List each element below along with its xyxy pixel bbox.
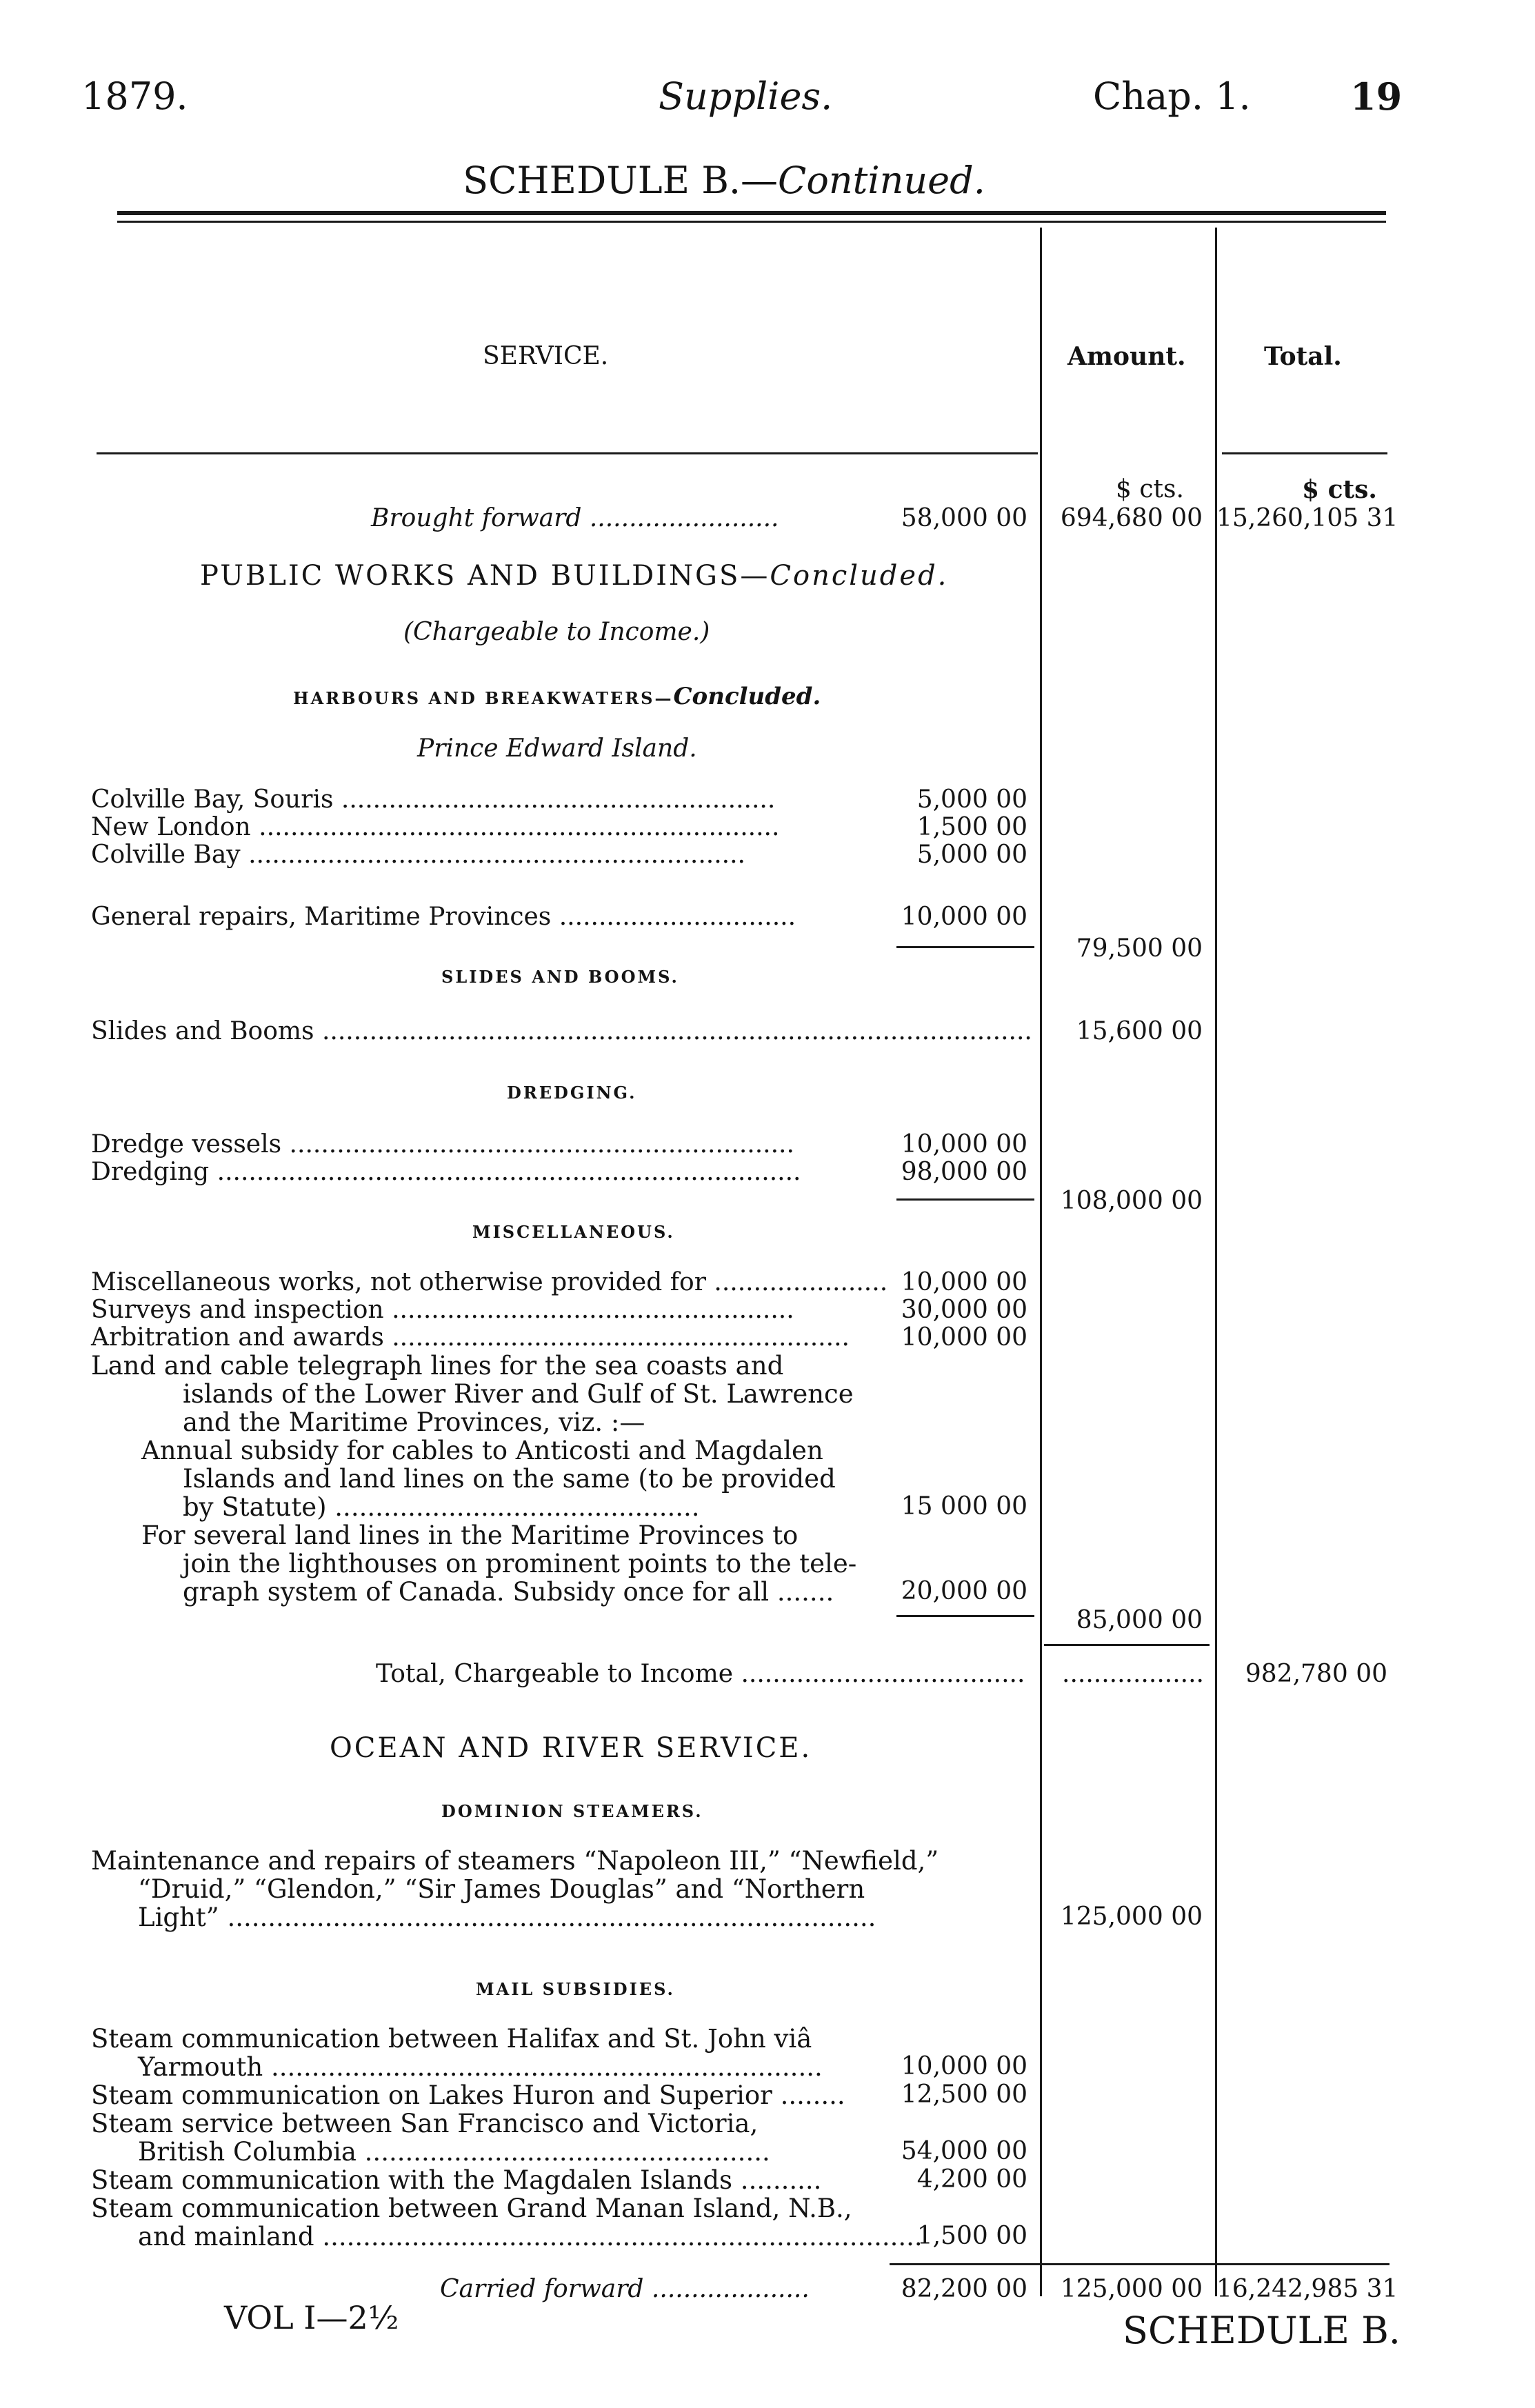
header-rule	[97, 452, 1038, 454]
carried-forward-sub: 82,200 00	[901, 2275, 1027, 2303]
income-total-label: Total, Chargeable to Income ....................................	[376, 1660, 1025, 1688]
misc-heading: MISCELLANEOUS.	[472, 1222, 675, 1242]
amount-column-rule	[1040, 228, 1042, 2296]
general-repairs-value: 10,000 00	[901, 903, 1027, 931]
misc-sum-rule	[896, 1615, 1034, 1617]
brought-forward-amount: 694,680 00	[1060, 504, 1203, 532]
carried-forward-label: Carried forward ....................	[440, 2275, 810, 2303]
mail-value-4: 1,500 00	[916, 2222, 1027, 2250]
income-amount-dots: ..................	[1062, 1660, 1204, 1688]
mail-value-2: 54,000 00	[901, 2137, 1027, 2165]
carried-forward-total: 16,242,985 31	[1216, 2275, 1398, 2303]
pei-item-0: Colville Bay, Souris .......................................................	[91, 785, 776, 814]
general-repairs-label: General repairs, Maritime Provinces ..............................	[91, 903, 796, 931]
for-line-0: For several land lines in the Maritime Provinces to	[141, 1521, 799, 1550]
income-rule	[1044, 1644, 1210, 1646]
mail-3-line-0: Steam communication with the Magdalen Islands ..........	[91, 2165, 822, 2195]
mail-2-line-0: Steam service between San Francisco and Victoria,	[91, 2109, 759, 2138]
mail-heading: MAIL SUBSIDIES.	[476, 1979, 675, 1999]
steamers-line-1: “Druid,” “Glendon,” “Sir James Douglas” and “Northern	[138, 1874, 865, 1904]
chapter: Chap. 1.	[1093, 74, 1251, 118]
service-column-header: SERVICE.	[483, 342, 609, 370]
brought-forward-sub: 58,000 00	[901, 504, 1027, 532]
slides-heading: SLIDES AND BOOMS.	[441, 967, 679, 987]
telegraph-line-0: Land and cable telegraph lines for the sea coasts and	[91, 1351, 784, 1381]
carried-forward-amount: 125,000 00	[1060, 2275, 1203, 2303]
chargeable-note: (Chargeable to Income.)	[403, 618, 710, 646]
total-column-header: Total.	[1264, 342, 1342, 371]
dredging-item-0: Dredge vessels ................................................................	[91, 1130, 794, 1158]
steamers-line-2: Light” ................................................................................	[138, 1903, 876, 1932]
mail-value-3: 4,200 00	[916, 2165, 1027, 2194]
page-number: 19	[1350, 74, 1403, 119]
annual-line-2: by Statute) .............................................	[183, 1492, 700, 1522]
for-line-1: join the lighthouses on prominent points to the tele-	[183, 1549, 857, 1578]
mail-value-1: 12,500 00	[901, 2080, 1027, 2109]
ocean-heading: OCEAN AND RIVER SERVICE.	[330, 1732, 812, 1764]
year: 1879.	[81, 74, 188, 118]
harbours-sum-rule	[896, 946, 1034, 948]
misc-item-1: Surveys and inspection ...................................................	[91, 1296, 794, 1324]
steamers-heading: DOMINION STEAMERS.	[441, 1801, 703, 1821]
telegraph-line-2: and the Maritime Provinces, viz. :—	[183, 1407, 645, 1437]
pei-value-2: 5,000 00	[916, 841, 1027, 869]
province-heading: Prince Edward Island.	[417, 734, 697, 763]
steamers-amount: 125,000 00	[1060, 1903, 1203, 1931]
income-total-value: 982,780 00	[1245, 1660, 1387, 1688]
mail-1-line-0: Steam communication on Lakes Huron and Superior ........	[91, 2080, 845, 2110]
catchword: SCHEDULE B.	[1123, 2309, 1401, 2352]
annual-line-1: Islands and land lines on the same (to be provided	[183, 1464, 836, 1494]
top-rule	[117, 211, 1386, 215]
dredging-value-1: 98,000 00	[901, 1158, 1027, 1186]
mail-value-0: 10,000 00	[901, 2052, 1027, 2080]
for-value: 20,000 00	[901, 1577, 1027, 1605]
mail-4-line-1: and mainland ..........................................................................	[138, 2222, 923, 2251]
pei-item-2: Colville Bay ...............................................................	[91, 841, 745, 869]
dredging-total: 108,000 00	[1060, 1187, 1203, 1215]
pei-item-1: New London ..................................................................	[91, 813, 780, 841]
steamers-line-0: Maintenance and repairs of steamers “Napoleon III,” “Newfield,”	[91, 1846, 939, 1876]
schedule-title	[0, 159, 1448, 202]
misc-item-2: Arbitration and awards ..........................................................	[91, 1323, 850, 1352]
carried-rule	[890, 2263, 1389, 2265]
annual-value: 15 000 00	[901, 1492, 1027, 1521]
top-rule-thin	[117, 221, 1386, 223]
mail-4-line-0: Steam communication between Grand Manan Island, N.B.,	[91, 2194, 852, 2223]
dredging-item-1: Dredging ..........................................................................	[91, 1158, 801, 1186]
page-heading: Supplies.	[659, 74, 833, 118]
dredging-heading: DREDGING.	[507, 1083, 637, 1103]
amount-column-header: Amount.	[1067, 342, 1186, 371]
total-column-rule	[1215, 228, 1217, 2296]
schedule-title-continued: Continued.	[778, 159, 985, 202]
dredging-sum-rule	[896, 1198, 1034, 1201]
misc-value-1: 30,000 00	[901, 1296, 1027, 1324]
annual-line-0: Annual subsidy for cables to Anticosti and Magdalen	[141, 1436, 823, 1465]
slides-amount: 15,600 00	[1076, 1017, 1203, 1045]
misc-total: 85,000 00	[1076, 1606, 1203, 1634]
misc-value-2: 10,000 00	[901, 1323, 1027, 1352]
total-unit: $ cts.	[1302, 475, 1377, 504]
mail-0-line-1: Yarmouth ....................................................................	[138, 2052, 823, 2082]
public-works-heading: PUBLIC WORKS AND BUILDINGS—Concluded.	[200, 560, 949, 592]
dredging-value-0: 10,000 00	[901, 1130, 1027, 1158]
misc-item-0: Miscellaneous works, not otherwise provided for ......................	[91, 1268, 888, 1296]
header-rule-total	[1222, 452, 1387, 454]
brought-forward-label: Brought forward ........................	[371, 504, 779, 532]
harbours-total: 79,500 00	[1076, 934, 1203, 963]
for-line-2: graph system of Canada. Subsidy once for all .......	[183, 1577, 834, 1607]
pei-value-1: 1,500 00	[916, 813, 1027, 841]
misc-value-0: 10,000 00	[901, 1268, 1027, 1296]
slides-label: Slides and Booms ..........................................................................................	[91, 1017, 1032, 1045]
mail-2-line-1: British Columbia ..................................................	[138, 2137, 770, 2167]
mail-0-line-0: Steam communication between Halifax and St. John viâ	[91, 2024, 812, 2054]
telegraph-line-1: islands of the Lower River and Gulf of St. Lawrence	[183, 1379, 854, 1409]
harbours-heading: HARBOURS AND BREAKWATERS—Concluded.	[293, 683, 821, 710]
brought-forward-total: 15,260,105 31	[1216, 504, 1398, 532]
signature-mark: VOL I—2½	[224, 2299, 399, 2336]
schedule-title-main: SCHEDULE B.—	[463, 159, 779, 202]
amount-unit: $ cts.	[1116, 475, 1184, 503]
pei-value-0: 5,000 00	[916, 785, 1027, 814]
